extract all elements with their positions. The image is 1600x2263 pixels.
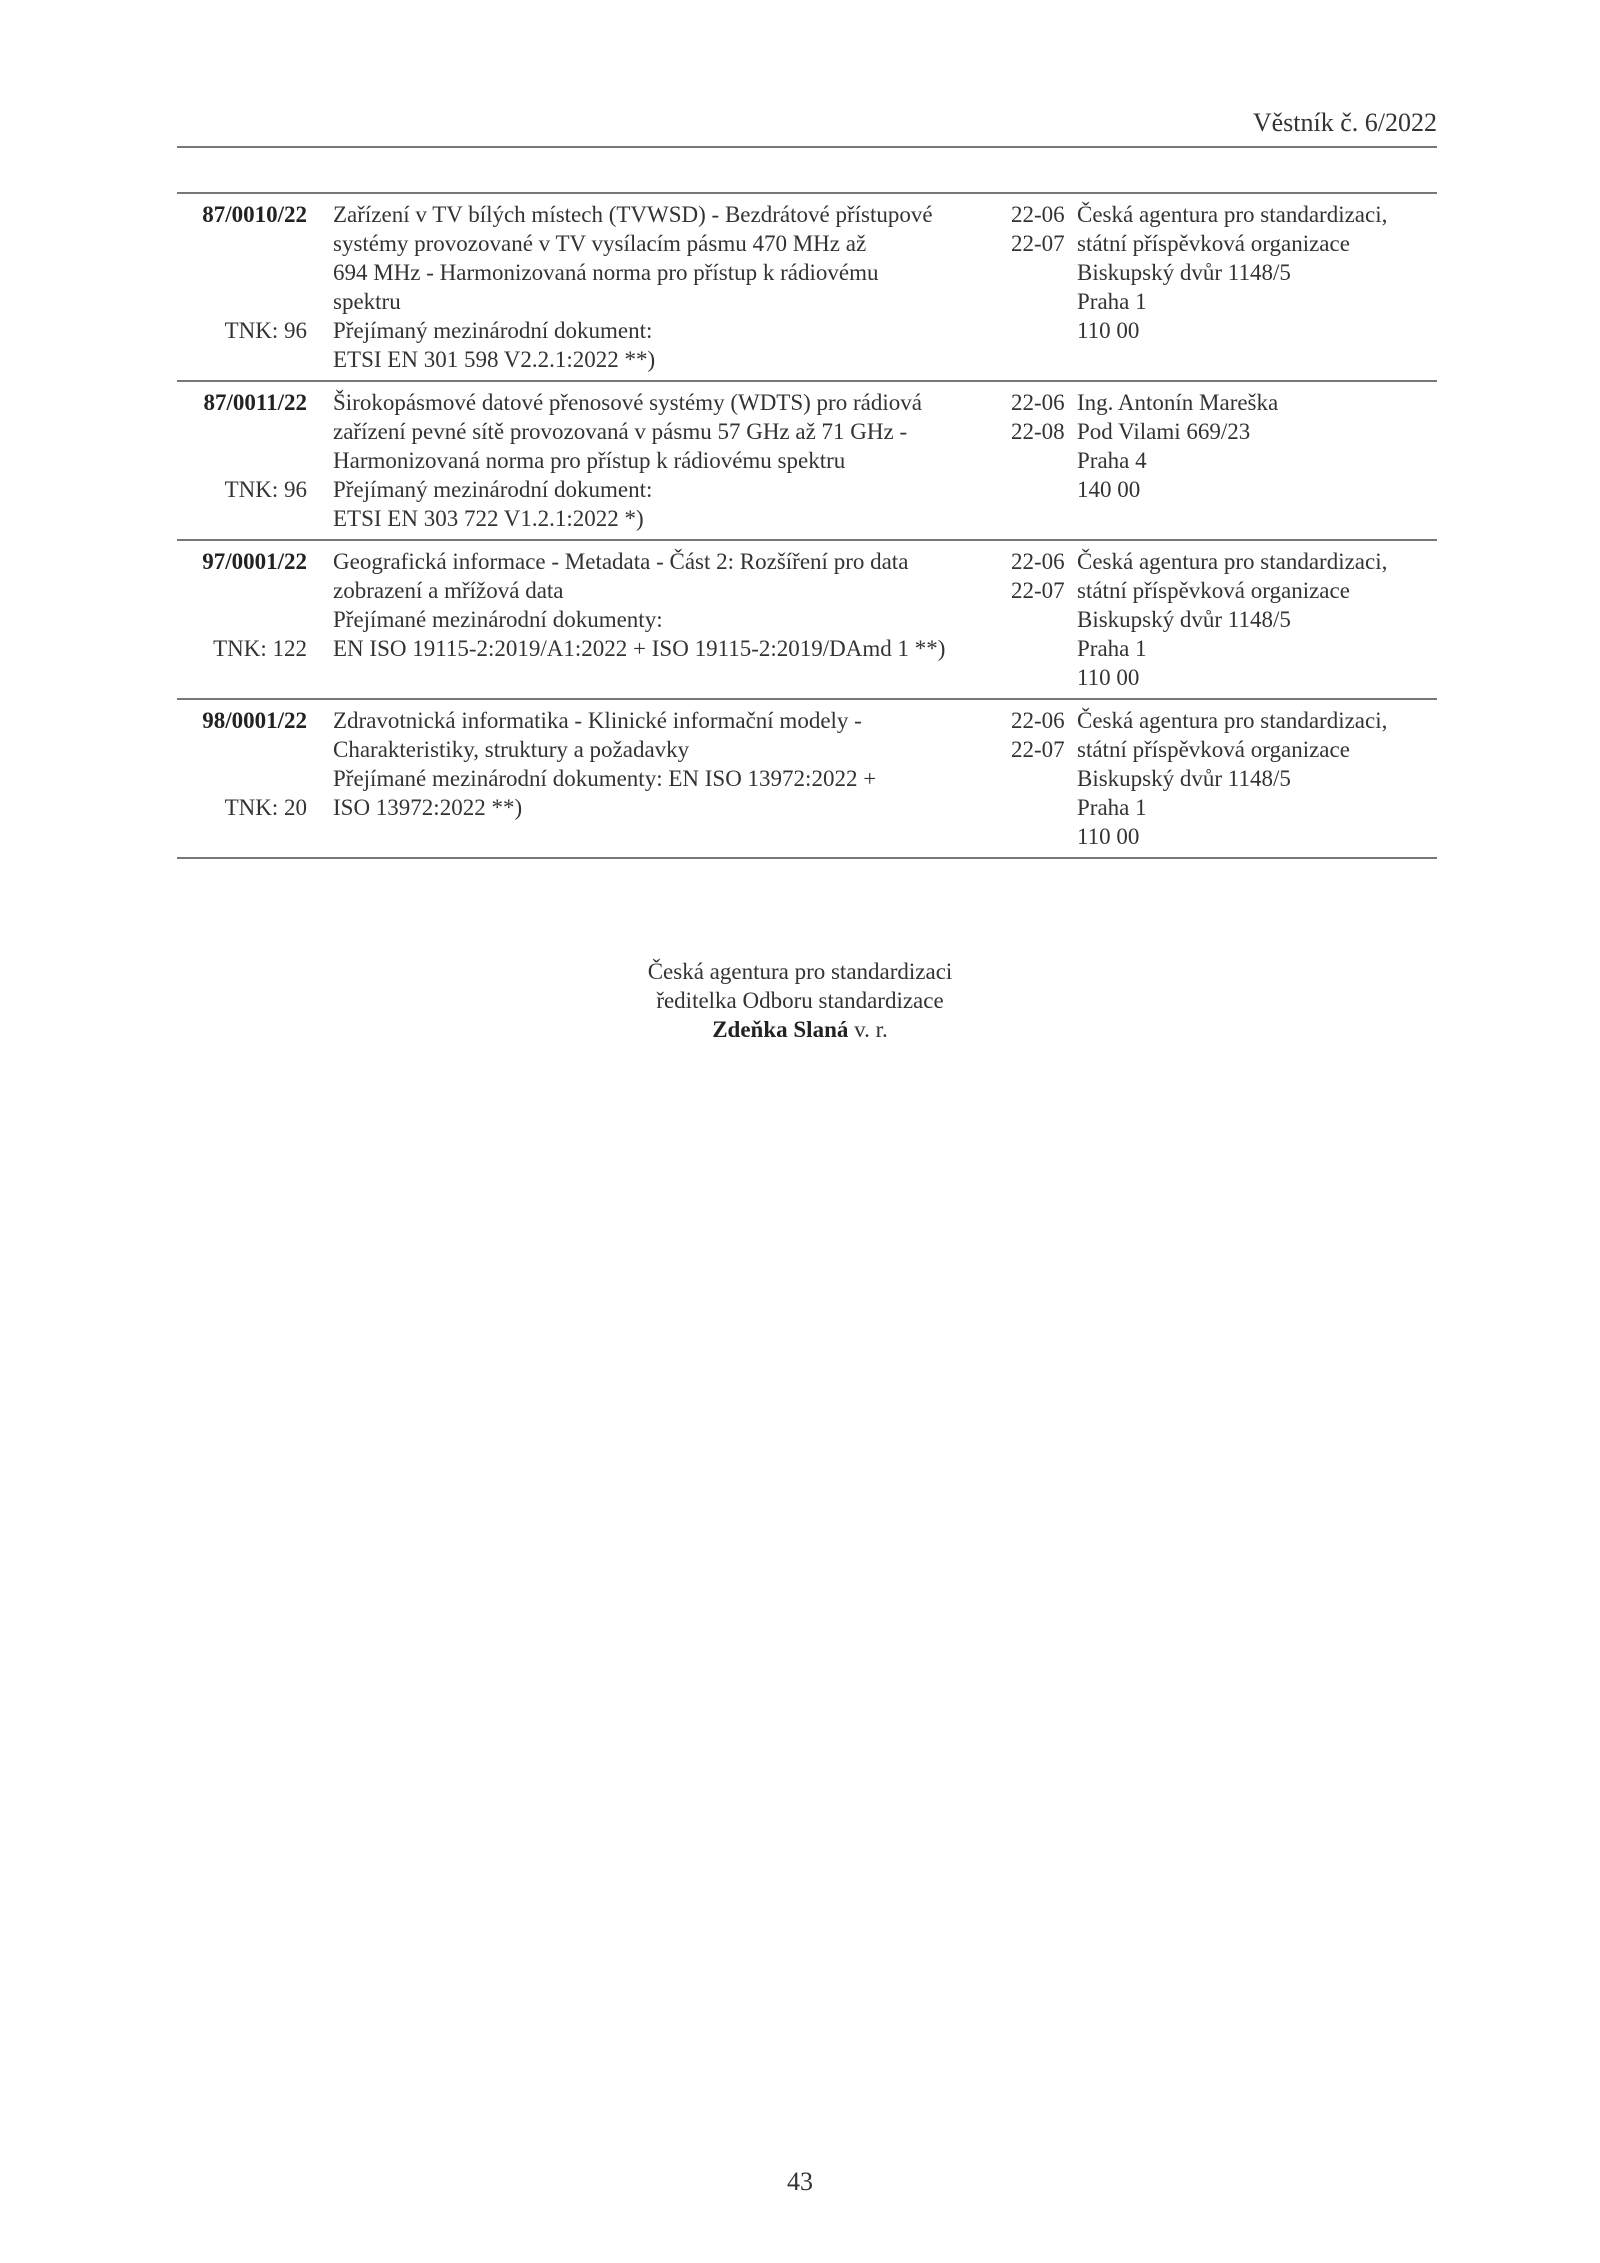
date-value: 22-06 — [1011, 549, 1065, 574]
description-line: Zařízení v TV bílých místech (TVWSD) - Bezdrátové přístupové — [333, 202, 933, 227]
tnk-label: TNK: 122 — [213, 636, 307, 661]
date-value: 22-07 — [1011, 578, 1065, 603]
date-value: 22-06 — [1011, 708, 1065, 733]
signature-role: ředitelka Odboru standardizace — [656, 988, 944, 1013]
address-line: Biskupský dvůr 1148/5 — [1077, 260, 1291, 285]
address-cell — [1077, 200, 1437, 374]
dates-cell — [987, 706, 1077, 851]
description-cell — [307, 706, 987, 851]
description-line: Širokopásmové datové přenosové systémy (WDTS) pro rádiová — [333, 390, 922, 415]
address-line: Biskupský dvůr 1148/5 — [1077, 607, 1291, 632]
address-line: Česká agentura pro standardizaci, — [1077, 708, 1388, 733]
description-line: ETSI EN 301 598 V2.2.1:2022 **) — [333, 347, 656, 372]
description-cell — [307, 388, 987, 533]
tnk-label: TNK: 96 — [224, 318, 307, 343]
row-id-cell — [177, 706, 307, 851]
description-line: spektru — [333, 289, 401, 314]
description-line: systémy provozované v TV vysílacím pásmu 470 MHz až — [333, 231, 867, 256]
date-value: 22-08 — [1011, 419, 1065, 444]
standard-number: 87/0010/22 — [202, 202, 307, 227]
dates-cell — [987, 388, 1077, 533]
tnk-label: TNK: 96 — [224, 477, 307, 502]
standards-table — [177, 192, 1437, 859]
header-title: Věstník č. 6/2022 — [1252, 108, 1437, 137]
table-row — [177, 700, 1437, 859]
date-value: 22-06 — [1011, 202, 1065, 227]
page-number: 43 — [787, 2167, 813, 2196]
address-cell — [1077, 547, 1437, 692]
address-line: 110 00 — [1077, 824, 1140, 849]
address-line: Pod Vilami 669/23 — [1077, 419, 1251, 444]
description-line: Charakteristiky, struktury a požadavky — [333, 737, 690, 762]
address-line: Praha 1 — [1077, 795, 1147, 820]
address-line: 110 00 — [1077, 665, 1140, 690]
date-value: 22-07 — [1011, 231, 1065, 256]
table-row — [177, 541, 1437, 700]
address-line: Praha 1 — [1077, 289, 1147, 314]
description-line: Přejímaný mezinárodní dokument: — [333, 318, 653, 343]
signature-name-line — [500, 1015, 1100, 1044]
row-id-cell — [177, 388, 307, 533]
dates-cell — [987, 547, 1077, 692]
address-line: Ing. Antonín Mareška — [1077, 390, 1279, 415]
description-line: Přejímané mezinárodní dokumenty: — [333, 607, 663, 632]
description-line: Přejímané mezinárodní dokumenty: EN ISO 13972:2022 + — [333, 766, 877, 791]
address-line: státní příspěvková organizace — [1077, 578, 1350, 603]
address-line: Praha 1 — [1077, 636, 1147, 661]
address-line: 140 00 — [1077, 477, 1141, 502]
date-value: 22-06 — [1011, 390, 1065, 415]
date-value: 22-07 — [1011, 737, 1065, 762]
table-row — [177, 382, 1437, 541]
dates-cell — [987, 200, 1077, 374]
description-line: EN ISO 19115-2:2019/A1:2022 + ISO 19115-2:2019/DAmd 1 **) — [333, 636, 946, 661]
description-cell — [307, 200, 987, 374]
signature-name: Zdeňka Slaná — [712, 1017, 849, 1042]
address-line: Praha 4 — [1077, 448, 1147, 473]
description-line: 694 MHz - Harmonizovaná norma pro přístup k rádiovému — [333, 260, 879, 285]
signature-org: Česká agentura pro standardizaci — [647, 959, 953, 984]
description-cell — [307, 547, 987, 692]
standard-number: 97/0001/22 — [202, 549, 307, 574]
table-row — [177, 194, 1437, 382]
description-line: Zdravotnická informatika - Klinické informační modely - — [333, 708, 862, 733]
signature-block — [500, 957, 1100, 1044]
description-line: Přejímaný mezinárodní dokument: — [333, 477, 653, 502]
address-cell — [1077, 706, 1437, 851]
address-line: Česká agentura pro standardizaci, — [1077, 202, 1388, 227]
row-id-cell — [177, 200, 307, 374]
address-cell — [1077, 388, 1437, 533]
address-line: státní příspěvková organizace — [1077, 231, 1350, 256]
row-id-cell — [177, 547, 307, 692]
description-line: zobrazení a mřížová data — [333, 578, 564, 603]
standard-number: 98/0001/22 — [202, 708, 307, 733]
description-line: ISO 13972:2022 **) — [333, 795, 523, 820]
standard-number: 87/0011/22 — [203, 390, 307, 415]
address-line: 110 00 — [1077, 318, 1140, 343]
description-line: zařízení pevné sítě provozovaná v pásmu 57 GHz až 71 GHz - — [333, 419, 908, 444]
signature-suffix: v. r. — [854, 1017, 888, 1042]
tnk-label: TNK: 20 — [224, 795, 307, 820]
description-line: ETSI EN 303 722 V1.2.1:2022 *) — [333, 506, 644, 531]
description-line: Harmonizovaná norma pro přístup k rádiovému spektru — [333, 448, 846, 473]
address-line: Česká agentura pro standardizaci, — [1077, 549, 1388, 574]
header-divider — [177, 146, 1437, 148]
description-line: Geografická informace - Metadata - Část 2: Rozšíření pro data — [333, 549, 909, 574]
address-line: státní příspěvková organizace — [1077, 737, 1350, 762]
address-line: Biskupský dvůr 1148/5 — [1077, 766, 1291, 791]
